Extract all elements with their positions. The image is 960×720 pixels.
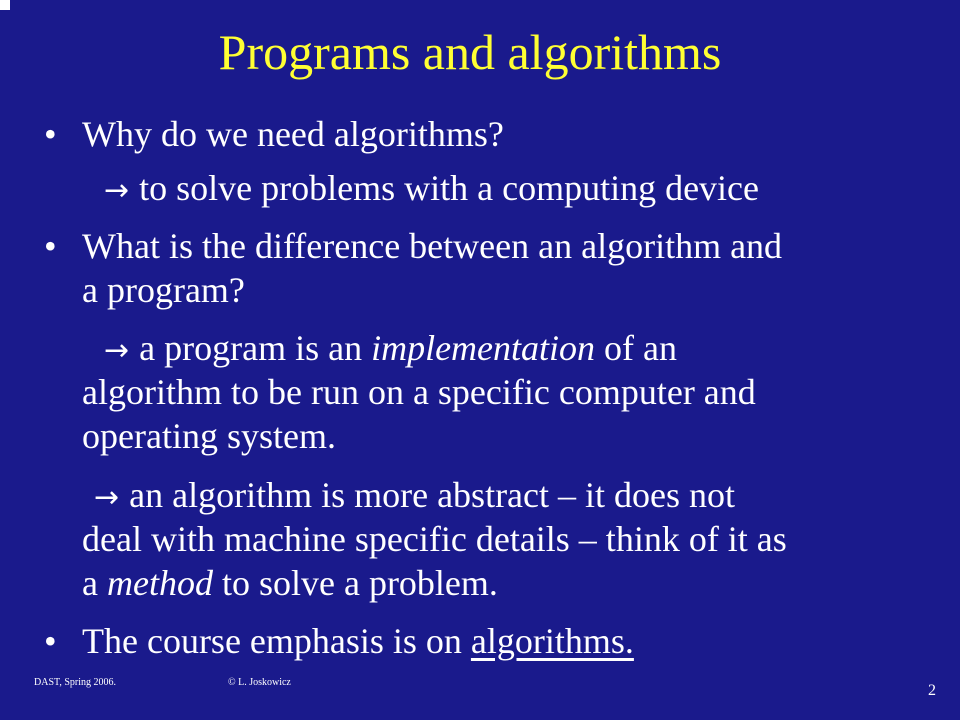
bullet-question-2-line1: What is the difference between an algorithm and: [82, 226, 783, 266]
answer-2-line1: [104, 327, 960, 372]
bullet-question-1: Why do we need algorithms?: [82, 114, 504, 154]
answer-3-line3: [82, 562, 942, 604]
arrow-right-icon: →: [104, 333, 130, 368]
answer-1: [104, 167, 960, 212]
bullet-dot: •: [44, 226, 57, 266]
answer-3-text: an algorithm is more abstract – it does not: [129, 475, 736, 515]
corner-marker: [0, 0, 10, 10]
bullet-statement-3: [82, 620, 942, 662]
answer-3-italic: method: [106, 563, 213, 603]
bullet-dot: •: [44, 621, 57, 661]
arrow-right-icon: →: [104, 173, 130, 208]
bullet-question-2-line2: a program?: [82, 270, 245, 310]
slide-title: Programs and algorithms: [218, 24, 722, 80]
answer-3-text-pre: a: [82, 563, 107, 603]
statement-3-underlined: algorithms.: [470, 621, 634, 661]
answer-2-italic: implementation: [371, 328, 596, 368]
answer-2-text-pre: a program is an: [139, 328, 372, 368]
footer-copyright: © L. Joskowicz: [228, 677, 291, 688]
page-number: 2: [928, 682, 936, 699]
answer-2-line2: algorithm to be run on a specific computer and: [82, 372, 756, 412]
footer-course: DAST, Spring 2006.: [34, 677, 117, 688]
arrow-right-icon: →: [94, 480, 120, 515]
statement-3-text: The course emphasis is on: [82, 621, 471, 661]
answer-3-text-post: to solve a problem.: [212, 563, 498, 603]
answer-2-text-post: of an: [595, 328, 678, 368]
bullet-dot: •: [44, 114, 57, 154]
answer-3-line1: [94, 474, 954, 519]
answer-1-text: to solve problems with a computing device: [139, 168, 760, 208]
answer-2-line3: operating system.: [82, 416, 336, 456]
answer-3-line2: deal with machine specific details – think of it as: [82, 519, 787, 559]
